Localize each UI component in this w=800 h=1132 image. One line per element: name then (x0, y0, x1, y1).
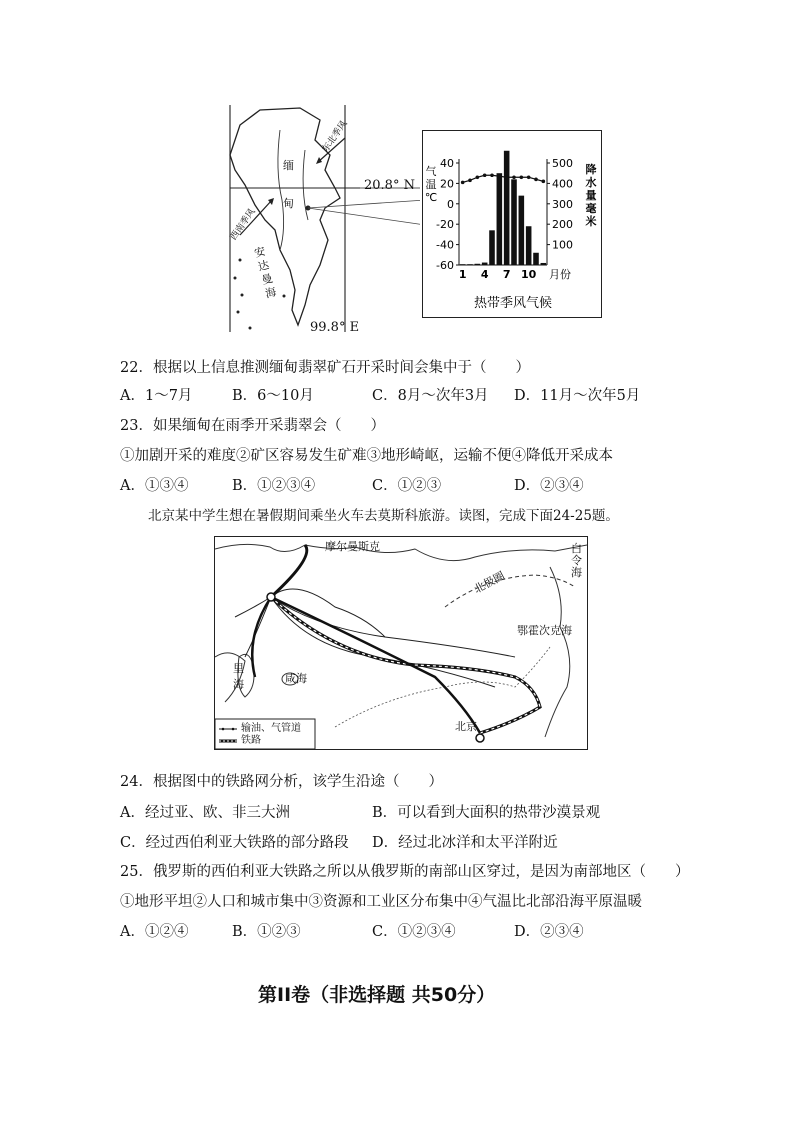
map-label-sea: 安 达 曼 海 (252, 244, 278, 301)
intro-24-25: 北京某中学生想在暑假期间乘坐火车去莫斯科旅游。读图，完成下面24-25题。 (148, 508, 619, 524)
temperature-point (461, 181, 465, 185)
precipitation-bar (519, 196, 525, 265)
q24-option-a: A．经过亚、欧、非三大洲 (120, 805, 290, 821)
climate-chart-caption: 热带季风气候 (473, 296, 553, 311)
temperature-point (542, 180, 546, 184)
temperature-point (520, 175, 524, 179)
q22-option-a: A．1～7月 (120, 388, 193, 404)
precipitation-bar (526, 226, 532, 265)
precipitation-bar (467, 264, 473, 265)
section-title: 第II卷（非选择题 共50分） (258, 984, 496, 1006)
legend-pipeline-label: 输油、气管道 (241, 723, 301, 734)
right-axis-label-char: 量 (585, 189, 597, 202)
precipitation-bar (475, 264, 481, 265)
right-axis-label-char: 水 (585, 176, 597, 189)
precipitation-bar (489, 230, 495, 265)
question-23-items: ①加剧开采的难度②矿区容易发生矿难③地形崎岖，运输不便④降低开采成本 (120, 448, 613, 464)
left-axis-label-char: 温 (425, 178, 437, 191)
map-label-monsoon-sw: 西南季风 (228, 207, 258, 243)
q24-option-b: B．可以看到大面积的热带沙漠景观 (372, 805, 601, 821)
x-tick-label: 4 (480, 268, 489, 281)
q23-option-a: A．①③④ (120, 478, 189, 494)
temperature-point (512, 175, 516, 179)
temperature-point (468, 179, 472, 183)
climate-chart (423, 131, 601, 317)
label-bering: 白令海 (571, 542, 582, 579)
temperature-point (534, 178, 538, 182)
question-22-stem: 22．根据以上信息推测缅甸翡翠矿石开采时间会集中于（ ） (120, 360, 530, 376)
question-23-stem: 23．如果缅甸在雨季开采翡翠会（ ） (120, 418, 385, 434)
climate-chart-box (422, 130, 602, 318)
q22-option-c: C．8月～次年3月 (372, 388, 489, 404)
right-tick-label: 500 (552, 157, 573, 170)
temperature-point (483, 173, 487, 177)
x-axis-unit: 月份 (549, 268, 571, 281)
q25-option-c: C．①②③④ (372, 924, 456, 940)
q23-option-c: C．①②③ (372, 478, 442, 494)
precipitation-bar (497, 173, 503, 265)
question-24-stem: 24．根据图中的铁路网分析，该学生沿途（ ） (120, 774, 443, 790)
left-axis-label-char: ℃ (424, 191, 438, 204)
q25-option-b: B．①②③ (232, 924, 301, 940)
q23-option-b: B．①②③④ (232, 478, 316, 494)
left-tick-label: -20 (436, 218, 454, 232)
precipitation-bar (511, 179, 517, 265)
left-tick-label: 40 (440, 157, 454, 170)
q25-option-a: A．①②④ (120, 924, 189, 940)
label-okhotsk: 鄂霍次克海 (517, 624, 572, 637)
label-beijing: 北京 (455, 720, 477, 733)
label-arctic-circle: 北极圈 (471, 569, 507, 597)
left-tick-label: 20 (440, 177, 454, 191)
myanmar-map-figure (220, 100, 420, 340)
x-tick-label: 1 (458, 268, 467, 281)
right-tick-label: 200 (552, 218, 573, 232)
railway-map-drawing (215, 537, 587, 749)
q24-option-d: D．经过北冰洋和太平洋附近 (372, 835, 558, 851)
right-axis-label-char: 毫 (585, 202, 597, 215)
q23-option-d: D．②③④ (514, 478, 584, 494)
russia-railway-map (214, 536, 588, 750)
precipitation-bar (460, 264, 466, 265)
temperature-point (527, 175, 531, 179)
question-25-items: ①地形平坦②人口和城市集中③资源和工业区分布集中④气温比北部沿海平原温暖 (120, 894, 642, 910)
precipitation-bar (504, 151, 510, 265)
temperature-line (463, 175, 544, 182)
question-25-stem: 25．俄罗斯的西伯利亚大铁路之所以从俄罗斯的南部山区穿过，是因为南部地区（ ） (120, 864, 690, 880)
temperature-point (498, 174, 502, 178)
map-label-latitude: 20.8° N (364, 178, 415, 193)
right-tick-label: 100 (552, 238, 573, 252)
legend-railway-label: 铁路 (241, 735, 261, 746)
right-tick-label: 300 (552, 197, 573, 211)
left-tick-label: -60 (436, 259, 454, 272)
map-label-longitude: 99.8° E (310, 320, 360, 335)
x-tick-label: 7 (502, 268, 511, 281)
precipitation-bar (482, 263, 488, 265)
label-aral: 咸海 (285, 672, 307, 685)
temperature-point (476, 175, 480, 179)
left-tick-label: 0 (447, 197, 454, 211)
left-tick-label: -40 (436, 238, 454, 252)
temperature-point (505, 175, 509, 179)
right-tick-label: 400 (552, 177, 573, 191)
precipitation-bar (533, 253, 539, 265)
temperature-point (490, 173, 494, 177)
q24-option-c: C．经过西伯利亚大铁路的部分路段 (120, 835, 349, 851)
left-axis-label-char: 气 (425, 165, 437, 178)
label-caspian-1: 里 (233, 662, 244, 675)
map-label-country-2: 甸 (283, 197, 294, 210)
x-tick-label: 10 (521, 268, 537, 281)
q25-option-d: D．②③④ (514, 924, 584, 940)
map-label-monsoon-ne: 东北季风 (320, 119, 350, 155)
label-caspian-2: 海 (233, 678, 244, 691)
map-label-country-1: 缅 (283, 159, 294, 172)
right-axis-label-char: 米 (585, 215, 597, 228)
label-murmansk: 摩尔曼斯克 (325, 540, 380, 553)
precipitation-bar (541, 263, 547, 265)
q22-option-d: D．11月～次年5月 (514, 388, 641, 404)
right-axis-label-char: 降 (585, 163, 597, 176)
q22-option-b: B．6～10月 (232, 388, 314, 404)
